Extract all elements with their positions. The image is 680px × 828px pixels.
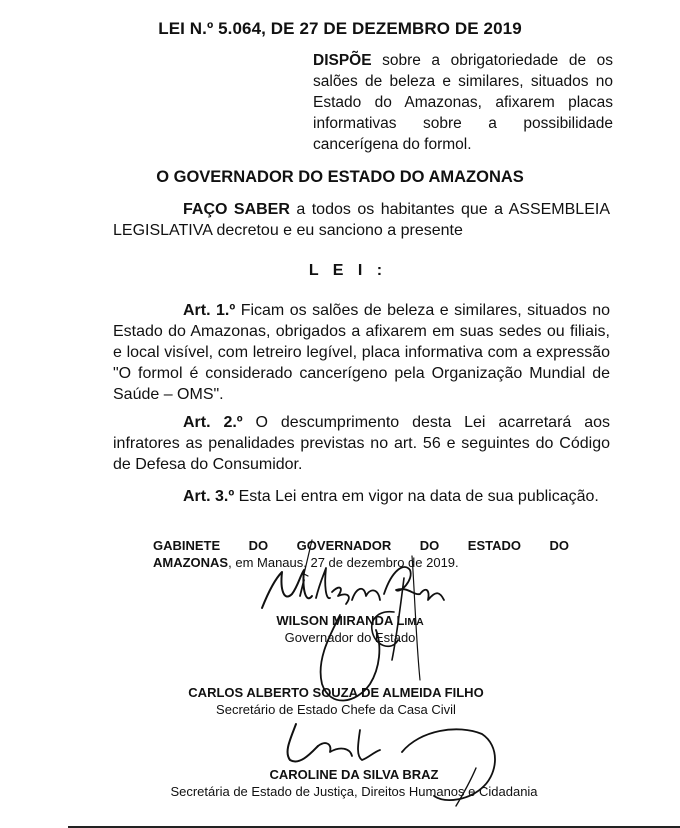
article-label: Art. 2.º xyxy=(183,414,243,431)
lei-heading: L E I : xyxy=(308,262,388,279)
signatory-governor xyxy=(10,613,680,646)
enactment-text: a todos os habitantes que a ASSEMBLEIA LEGISLATIVA decretou e eu sanciono a presente xyxy=(113,201,610,239)
signatory-name: WILSON MIRANDA LIMA xyxy=(276,613,424,628)
article-text: Ficam os salões de beleza e similares, situados no Estado do Amazonas, obrigados a afixarem em suas sedes ou filiais, e local visível, com letreiro legível, placa informativa com a expressão "O formol é considerado cancerígeno pela Organização Mundial de Saúde – OMS". xyxy=(113,302,610,403)
gabinete-state: AMAZONAS xyxy=(153,555,229,570)
law-title: LEI N.º 5.064, DE 27 DE DEZEMBRO DE 2019 xyxy=(158,19,522,38)
signatory-chief-of-staff xyxy=(0,685,676,718)
summary-lead: DISPÕE xyxy=(313,52,372,69)
article-text: Esta Lei entra em vigor na data de sua publicação. xyxy=(234,488,599,505)
article-text: O descumprimento desta Lei acarretará aos infratores as penalidades previstas no art. 56 e seguintes do Código de Defesa do Consumidor. xyxy=(113,414,611,473)
enactment-lead: FAÇO SABER xyxy=(183,201,290,218)
governor-heading: O GOVERNADOR DO ESTADO DO AMAZONAS xyxy=(156,168,524,186)
signatory-role: Secretária de Estado de Justiça, Direitos Humanos e Cidadania xyxy=(170,784,538,799)
signatory-name: CARLOS ALBERTO SOUZA DE ALMEIDA FILHO xyxy=(188,685,484,700)
article-label: Art. 1.º xyxy=(183,302,236,319)
summary-text: sobre a obrigatoriedade de os salões de beleza e similares, situados no Estado do Amazonas, afixarem placas informativas sobre a possibilidade cancerígena do formol. xyxy=(313,52,613,153)
signatory-role: Secretário de Estado Chefe da Casa Civil xyxy=(216,702,456,717)
gabinete-date: , em Manaus, 27 de dezembro de 2019. xyxy=(228,555,459,570)
signatory-secretary xyxy=(14,767,680,800)
signatory-name: CAROLINE DA SILVA BRAZ xyxy=(269,767,439,782)
gabinete-line: GABINETE DO GOVERNADOR DO ESTADO DO xyxy=(153,538,569,553)
article-label: Art. 3.º xyxy=(183,488,235,505)
signatory-role: Governador do Estado xyxy=(284,630,416,645)
